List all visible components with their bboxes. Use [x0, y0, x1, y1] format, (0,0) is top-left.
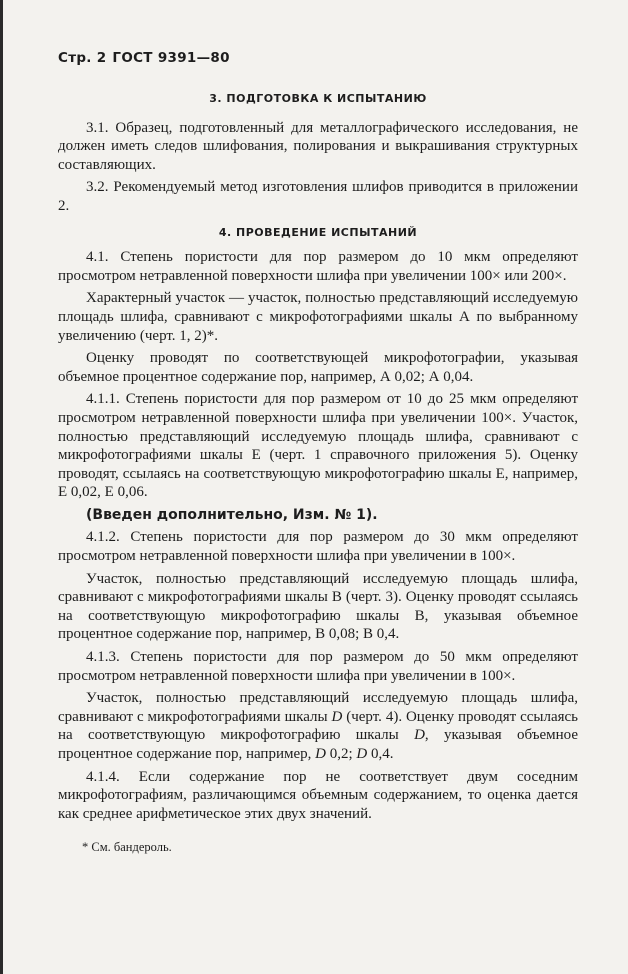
scale-d-text-3: , указывая объемное процентное содержание пор, например,	[58, 727, 579, 762]
footnote: * См. бандероль.	[82, 840, 172, 854]
scale-d-letter-2: D	[414, 727, 425, 744]
scale-d-letter-3: D	[315, 746, 326, 762]
scale-d-text-5: 0,4.	[367, 746, 394, 762]
paragraph-scale-b: Участок, полностью представляющий исследуемую площадь шлифа, сравнивают с микрофотографиями шкалы В (черт. 3). Оценку проводят ссылаясь на соответствующую микрофотографию шкалы В, указывая объемное процентное содержание пор, например, В 0,08; В 0,4.	[58, 570, 578, 643]
paragraph-assessment-a: Оценку проводят по соответствующей микрофотографии, указывая объемное процентное содержание пор, например, А 0,02; А 0,04.	[58, 350, 578, 385]
paragraph-4-1: 4.1. Степень пористости для пор размером до 10 мкм определяют просмотром нетравленной поверхности шлифа при увеличении 100× или 200×.	[58, 249, 578, 284]
paragraph-4-1-3: 4.1.3. Степень пористости для пор размером до 50 мкм определяют просмотром нетравленной поверхности шлифа при увеличении в 100×.	[58, 649, 578, 684]
section-3-title: 3. ПОДГОТОВКА К ИСПЫТАНИЮ	[209, 92, 427, 105]
scale-d-text-2: (черт. 4). Оценку проводят ссылаясь на соответствующую микрофотографию шкалы	[58, 708, 579, 744]
paragraph-characteristic-area: Характерный участок — участок, полностью представляющий исследуемую площадь шлифа, сравнивают с микрофотографиями шкалы А по выбранному увеличению (черт. 1, 2)*.	[58, 290, 578, 344]
scale-d-text-1: Участок, полностью представляющий исследуемую площадь шлифа, сравнивают с микрофотографиями шкалы	[58, 690, 578, 725]
paragraph-scale-d	[58, 689, 578, 763]
scale-d-letter-4: D	[356, 746, 368, 762]
section-4-title: 4. ПРОВЕДЕНИЕ ИСПЫТАНИЙ	[218, 225, 418, 239]
page-header	[58, 50, 230, 66]
paragraph-4-1-4: 4.1.4. Если содержание пор не соответствует двум соседним микрофотографиям, различающимся объемным содержанием, то оценка дается как среднее арифметическое этих двух значений.	[58, 768, 578, 822]
paragraph-4-1-2: 4.1.2. Степень пористости для пор размером до 30 мкм определяют просмотром нетравленной поверхности шлифа при увеличении в 100×.	[58, 529, 578, 565]
scale-d-text-4: 0,2;	[325, 746, 357, 762]
amendment-note: (Введен дополнительно, Изм. № 1).	[86, 506, 378, 523]
paragraph-3-1: 3.1. Образец, подготовленный для металлографического исследования, не должен иметь следов шлифования, полирования и выкрашивания структурных составляющих.	[58, 119, 578, 173]
paragraph-3-2: 3.2. Рекомендуемый метод изготовления шлифов приводится в приложении 2.	[58, 179, 578, 214]
document-body	[58, 82, 578, 827]
scan-edge	[0, 0, 3, 974]
scale-d-letter-1: D	[331, 708, 343, 725]
standard-number: ГОСТ 9391—80	[112, 50, 230, 66]
page-number: Стр. 2	[58, 50, 107, 66]
paragraph-4-1-1: 4.1.1. Степень пористости для пор размером от 10 до 25 мкм определяют просмотром нетравленной поверхности шлифа при увеличении 100×. Участок, полностью представляющий исследуемую площадь шлифа, сравнивают с микрофотографиями шкалы Е (черт. 1 справочного приложения 5). Оценку проводят, ссылаясь на соответствующую микрофотографию шкалы Е, например, Е 0,02, Е 0,06.	[58, 391, 578, 501]
